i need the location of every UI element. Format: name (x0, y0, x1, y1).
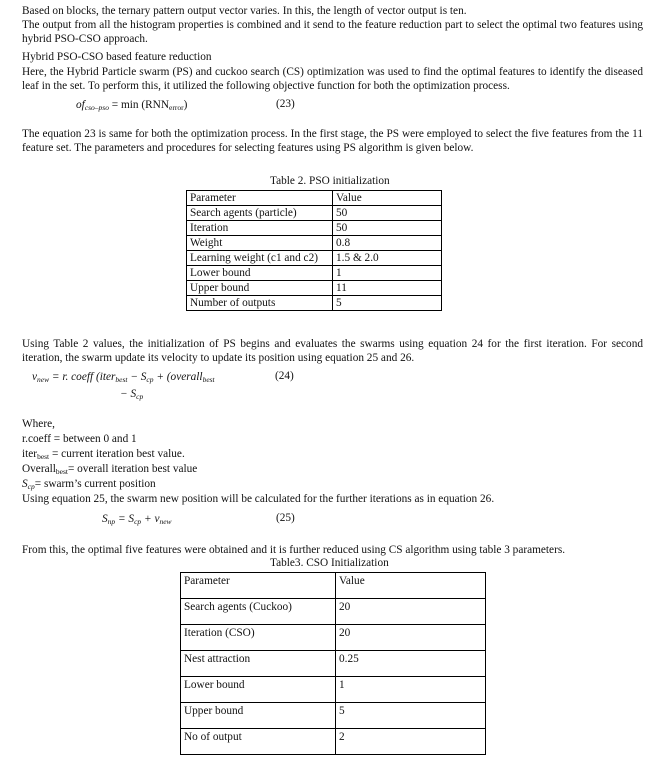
definition-scp: $S_{cp}=$ swarm’s current position (22, 478, 156, 491)
table2-row (187, 251, 442, 266)
table2-parameter-cell: Weight (187, 236, 333, 251)
table3-header-row (181, 573, 486, 599)
equation-24-number: (24) (275, 370, 294, 382)
table2-row (187, 221, 442, 236)
table3-parameter-cell: Lower bound (181, 677, 336, 703)
table2-row (187, 296, 442, 311)
paragraph-2: The output from all the histogram properties is combined and it send to the feature reduction part to select the optimal two features using hybrid PSO-CSO approach. (22, 19, 643, 45)
equation-24-line-2: − $S_{cp}$ (120, 388, 144, 401)
table2-value-cell: 50 (333, 206, 442, 221)
table3-value-cell: 1 (336, 677, 486, 703)
paragraph-7: From this, the optimal five features were obtained and it is further reduced using CS algorithm using table 3 parameters. (22, 544, 566, 556)
table2-parameter-cell: Iteration (187, 221, 333, 236)
equation-23-number: (23) (276, 98, 295, 110)
table2-row (187, 206, 442, 221)
table3-value-cell: 5 (336, 703, 486, 729)
paragraph-1: Based on blocks, the ternary pattern output vector varies. In this, the length of vector output is ten. (22, 5, 467, 17)
equation-25: $S_{np} = S_{cp} + v_{new}$ (102, 513, 172, 526)
table3-parameter-cell: Nest attraction (181, 651, 336, 677)
table2-value-cell: 1.5 & 2.0 (333, 251, 442, 266)
table3-parameter-cell: Upper bound (181, 703, 336, 729)
table3-value-cell: 0.25 (336, 651, 486, 677)
paragraph-5: Using Table 2 values, the initialization of PS begins and evaluates the swarms using equation 24 for the first iteration. For second iteration, the swarm update its velocity to update its position using equation 25 and 26. (22, 338, 643, 364)
table2-value-cell: 1 (333, 266, 442, 281)
table2-parameter-cell: Parameter (187, 191, 333, 206)
definition-overall-best: Overall$_{best}$= overall iteration best value (22, 463, 198, 476)
table2-row (187, 281, 442, 296)
paragraph-6: Using equation 25, the swarm new position will be calculated for the further iterations as in equation 26. (22, 493, 495, 505)
table3-parameter-cell: Iteration (CSO) (181, 625, 336, 651)
table3-row (181, 625, 486, 651)
where-label: Where, (22, 418, 55, 430)
table3-parameter-cell: Parameter (181, 573, 336, 599)
table3-row (181, 703, 486, 729)
definition-iter-best: iter$_{best}$ = current iteration best value. (22, 448, 185, 461)
table2-parameter-cell: Upper bound (187, 281, 333, 296)
table2-value-cell: 11 (333, 281, 442, 296)
definition-rcoeff: r.coeff = between 0 and 1 (22, 433, 137, 445)
table3-value-cell: Value (336, 573, 486, 599)
table2-parameter-cell: Learning weight (c1 and c2) (187, 251, 333, 266)
table3-value-cell: 2 (336, 729, 486, 755)
table2-parameter-cell: Number of outputs (187, 296, 333, 311)
table2-value-cell: 50 (333, 221, 442, 236)
equation-25-number: (25) (276, 512, 295, 524)
table2-value-cell: 0.8 (333, 236, 442, 251)
table2-parameter-cell: Lower bound (187, 266, 333, 281)
table2-value-cell: Value (333, 191, 442, 206)
paragraph-4: The equation 23 is same for both the optimization process. In the first stage, the PS were employed to select the five features from the 11 feature set. The parameters and procedures for selecting features using PS algorithm is given below. (22, 128, 643, 154)
paragraph-3: Here, the Hybrid Particle swarm (PS) and cuckoo search (CS) optimization was used to find the optimal features to identify the diseased leaf in the set. To perform this, it utilized the following objective function for both the optimization process. (22, 66, 643, 92)
equation-24-line-1: $v_{new} = r$. coeff (iter$_{best}$ − $S_{cp}$ + (overall$_{best}$ (32, 371, 215, 384)
table3-row (181, 651, 486, 677)
table-3 (180, 572, 486, 755)
table2-header-row (187, 191, 442, 206)
table2-parameter-cell: Search agents (particle) (187, 206, 333, 221)
equation-23: $of_{cso-pso} = \min (RNN_{error})$ (76, 99, 188, 112)
table3-value-cell: 20 (336, 625, 486, 651)
table3-row (181, 729, 486, 755)
table2-row (187, 266, 442, 281)
table3-parameter-cell: Search agents (Cuckoo) (181, 599, 336, 625)
table3-row (181, 677, 486, 703)
table2-row (187, 236, 442, 251)
table-3-caption: Table3. CSO Initialization (270, 557, 389, 569)
table3-parameter-cell: No of output (181, 729, 336, 755)
table-2 (186, 190, 442, 311)
section-heading: Hybrid PSO-CSO based feature reduction (22, 51, 212, 63)
table3-value-cell: 20 (336, 599, 486, 625)
table3-row (181, 599, 486, 625)
table-2-caption: Table 2. PSO initialization (270, 175, 390, 187)
table2-value-cell: 5 (333, 296, 442, 311)
